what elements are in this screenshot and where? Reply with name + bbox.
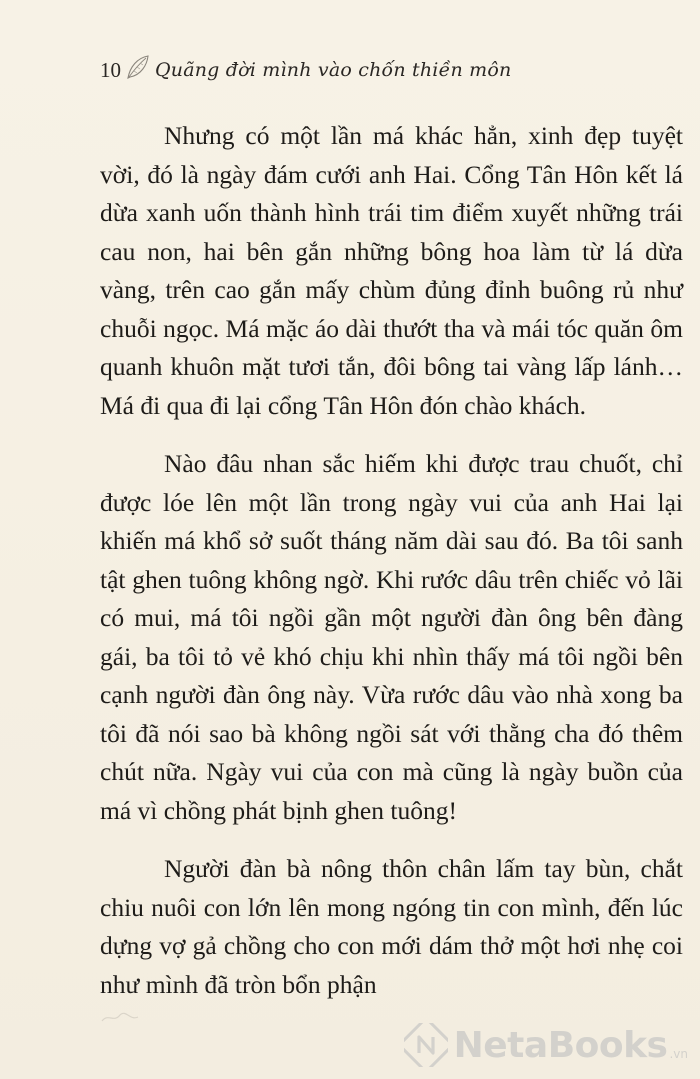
- running-title: Quãng đời mình vào chốn thiền môn: [155, 59, 512, 81]
- netabooks-logo-icon: [404, 1023, 448, 1067]
- paragraph-2: Nào đâu nhan sắc hiếm khi được trau chuốt, chỉ được lóe lên một lần trong ngày vui của anh Hai lại khiến má khổ sở suốt tháng năm dài sau đó. Ba tôi sanh tật ghen tuông không ngờ. Khi rước dâu trên chiếc vỏ lãi có mui, má tôi ngồi gần một người đàn ông bên đàng gái, ba tôi tỏ vẻ khó chịu khi nhìn thấy má tôi ngồi bên cạnh người đàn ông này. Vừa rước dâu vào nhà xong ba tôi đã nói sao bà không ngồi sát với thằng cha đó thêm chút nữa. Ngày vui của con mà cũng là ngày buồn của má vì chồng phát bịnh ghen tuông!: [100, 449, 683, 825]
- paragraph-1: Nhưng có một lần má khác hẳn, xinh đẹp tuyệt vời, đó là ngày đám cưới anh Hai. Cổng Tân Hôn kết lá dừa xanh uốn thành hình trái tim điểm xuyết những trái cau non, hai bên gắn những bông hoa làm từ lá dừa vàng, trên cao gắn mấy chùm đủng đỉnh buông rủ như chuỗi ngọc. Má mặc áo dài thướt tha và mái tóc quăn ôm quanh khuôn mặt tươi tắn, đôi bông tai vàng lấp lánh… Má đi qua đi lại cổng Tân Hôn đón chào khách.: [100, 121, 683, 420]
- watermark-suffix: .vn: [669, 1047, 688, 1061]
- page-number: 10: [100, 57, 121, 82]
- running-header: [100, 50, 511, 90]
- body-text: [100, 117, 683, 1004]
- paragraph-3: Người đàn bà nông thôn chân lấm tay bùn, chắt chiu nuôi con lớn lên mong ngóng tin con mình, đến lúc dựng vợ gả chồng cho con mới dám thở một hơi nhẹ coi như mình đã tròn bổn phận: [100, 854, 683, 999]
- leaf-icon: [125, 53, 151, 81]
- watermark-text: NetaBooks: [453, 1024, 668, 1066]
- print-smudge-icon: [100, 1007, 140, 1027]
- watermark: [404, 1023, 688, 1067]
